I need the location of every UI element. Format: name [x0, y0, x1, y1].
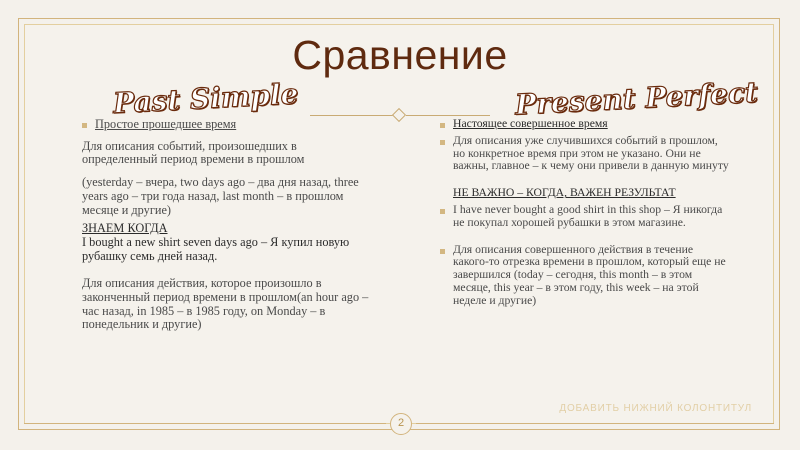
bottom-line-right — [416, 423, 774, 424]
present-perfect-heading: Present Perfect — [514, 75, 759, 122]
slide-title: Сравнение — [292, 32, 508, 78]
left-para-3: Для описания действия, которое произошло в законченный период времени в прошлом(an hour ago – час назад, in 1985 – в 1985 году, on Monday – в понедельник и другие) — [82, 276, 369, 332]
page-number: 2 — [390, 413, 412, 435]
right-subtitle: Настоящее совершенное время — [440, 118, 730, 131]
left-para-1: Для описания событий, произошедших в определенный период времени в прошлом — [82, 138, 305, 167]
right-para-2: Для описания совершенного действия в течение какого-то отрезка времени в прошлом, который еще не завершился (today – сегодня, this month – в этом месяце, this year – в этом году, this week – на этой неделе и другие) — [440, 244, 730, 308]
left-know-when: ЗНАЕМ КОГДА — [82, 221, 168, 236]
footer-placeholder[interactable]: ДОБАВИТЬ НИЖНИЙ КОЛОНТИТУЛ — [559, 403, 752, 414]
bottom-line-left — [24, 423, 386, 424]
past-simple-heading: Past Simple — [112, 77, 300, 120]
right-emphasis: НЕ ВАЖНО – КОГДА, ВАЖЕН РЕЗУЛЬТАТ — [453, 186, 676, 200]
right-example: I have never bought a good shirt in this shop – Я никогда не покупал хорошей рубашки в этом магазине. — [440, 204, 730, 230]
present-perfect-column — [440, 118, 730, 308]
past-simple-column — [82, 118, 372, 332]
right-para-1: Для описания уже случившихся событий в прошлом, но конкретное время при этом не указано. Они не важны, главное – к чему они привели в данную минуту — [440, 135, 730, 173]
diamond-icon — [392, 108, 406, 122]
left-para-2: (yesterday – вчера, two days ago – два дня назад, three years ago – три года назад, last month – в прошлом месяце и другие) — [82, 175, 359, 217]
left-subtitle: Простое прошедшее время — [82, 118, 372, 132]
left-example: I bought a new shirt seven days ago – Я купил новую рубашку семь дней назад. — [82, 234, 350, 263]
